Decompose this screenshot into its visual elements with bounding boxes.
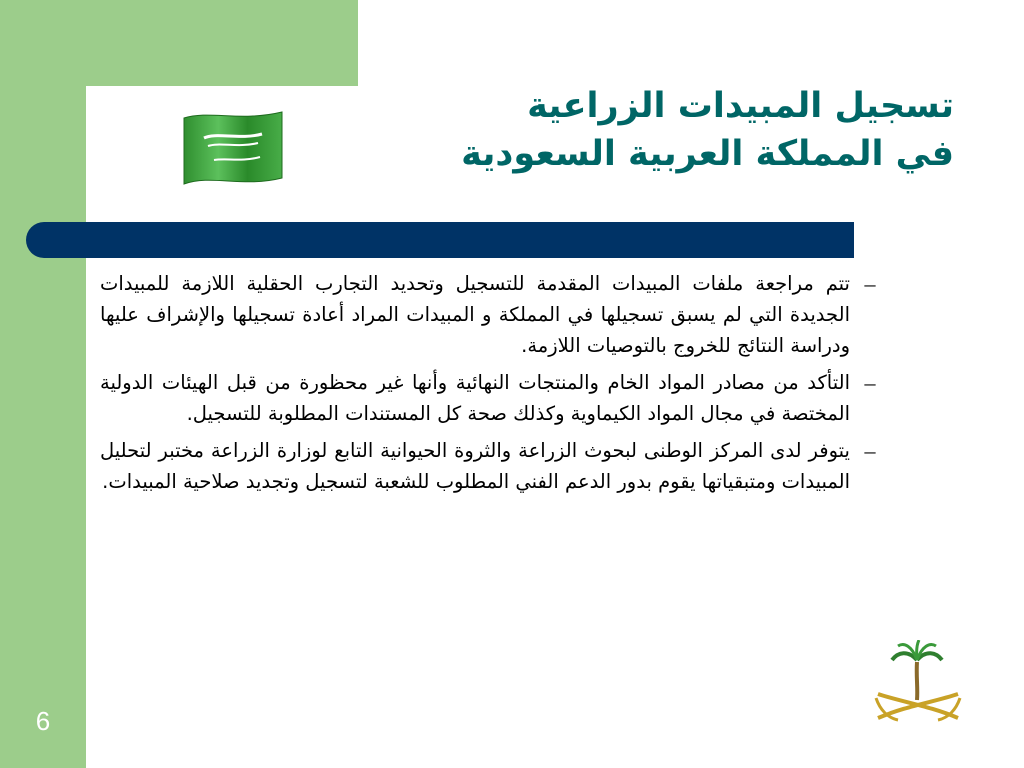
saudi-flag-icon <box>180 108 286 190</box>
bullet-text: يتوفر لدى المركز الوطنى لبحوث الزراعة والثروة الحيوانية التابع لوزارة الزراعة مختبر لتحليل المبيدات ومتبقياتها يقوم بدور الدعم الفني المطلوب للشعبة لتسجيل وتجديد صلاحية المبيدات. <box>100 439 850 493</box>
top-green-band <box>0 0 358 86</box>
bullet-marker: – <box>864 271 876 296</box>
list-item <box>100 268 890 361</box>
saudi-emblem-icon <box>872 640 964 726</box>
title-divider-bar <box>26 222 854 258</box>
title-line-2: في المملكة العربية السعودية <box>461 134 954 174</box>
list-item <box>100 435 890 497</box>
divider-bar-end <box>846 222 854 258</box>
bullet-text: تتم مراجعة ملفات المبيدات المقدمة للتسجيل وتحديد التجارب الحقلية اللازمة للمبيدات الجديدة التي لم يسبق تسجيلها في المملكة و المبيدات المراد أعادة تسجيلها والإشراف عليها ودراسة النتائج للخروج بالتوصيات اللازمة. <box>100 272 850 357</box>
rounded-corner <box>86 86 186 186</box>
bullet-list <box>100 268 890 503</box>
bullet-text: التأكد من مصادر المواد الخام والمنتجات النهائية وأنها غير محظورة من قبل الهيئات الدولية المختصة في مجال المواد الكيماوية وكذلك صحة كل المستندات المطلوبة للتسجيل. <box>100 371 850 425</box>
page-title <box>394 82 954 178</box>
bullet-marker: – <box>864 370 876 395</box>
slide-number: 6 <box>35 706 51 736</box>
left-green-strip <box>0 0 86 768</box>
bullet-marker: – <box>864 438 876 463</box>
title-line-1: تسجيل المبيدات الزراعية <box>527 86 954 126</box>
list-item <box>100 367 890 429</box>
